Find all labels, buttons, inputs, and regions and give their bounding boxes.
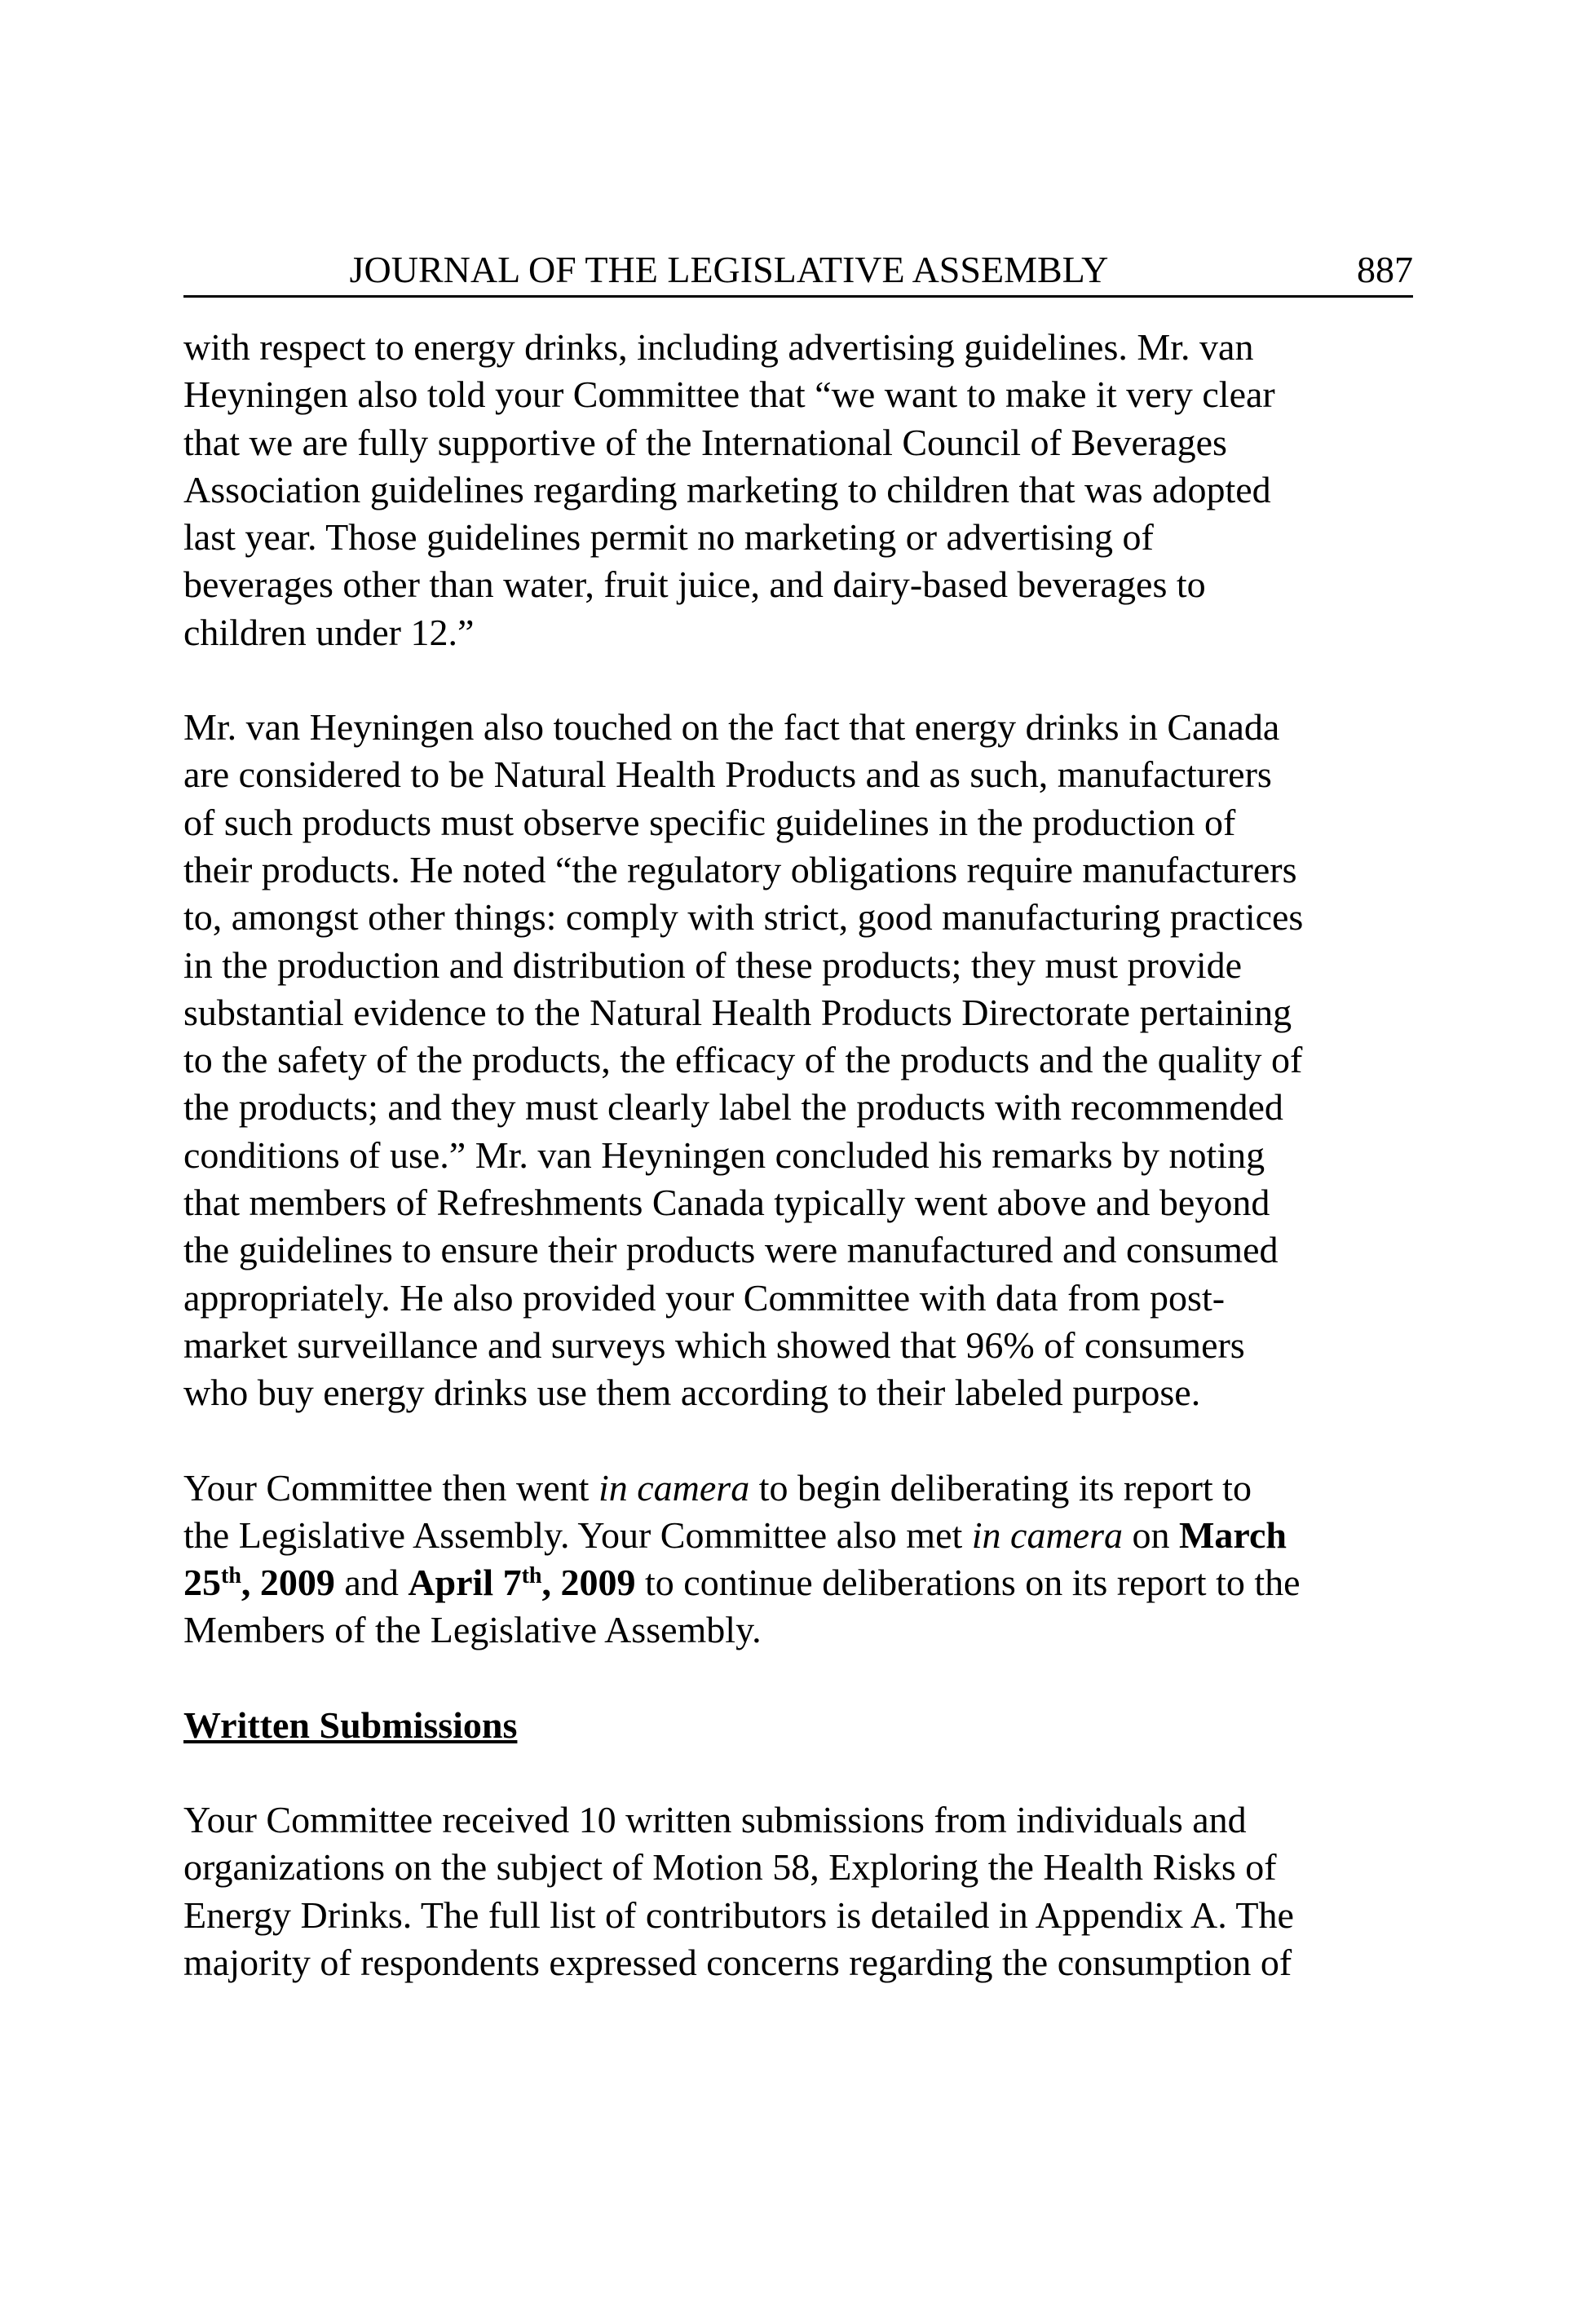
- text-line: majority of respondents expressed concerns regarding the consumption of: [183, 1941, 1292, 1983]
- text-line: beverages other than water, fruit juice, and dairy-based beverages to: [183, 563, 1206, 606]
- text-line: with respect to energy drinks, including advertising guidelines. Mr. van: [183, 326, 1254, 368]
- text-run: to begin deliberating its report to: [749, 1466, 1252, 1509]
- section-heading: Written Submissions: [183, 1703, 518, 1746]
- text-line: [183, 1465, 1413, 1512]
- text-line: Members of the Legislative Assembly.: [183, 1609, 762, 1651]
- text-run: and: [334, 1562, 409, 1604]
- text-line: substantial evidence to the Natural Health Products Directorate pertaining: [183, 991, 1292, 1033]
- text-run: Your Committee then went: [183, 1466, 598, 1509]
- text-line: children under 12.”: [183, 611, 475, 653]
- ordinal-suffix: th: [521, 1563, 542, 1589]
- bold-date: [408, 1562, 635, 1603]
- date-year: , 2009: [241, 1562, 335, 1604]
- body-text: [183, 324, 1413, 1986]
- text-line: to the safety of the products, the efficacy of the products and the quality of: [183, 1039, 1303, 1081]
- bold-date: [183, 1562, 335, 1603]
- text-line: the products; and they must clearly label the products with recommended: [183, 1086, 1283, 1129]
- italic-text: in camera: [598, 1466, 750, 1509]
- text-line: that members of Refreshments Canada typically went above and beyond: [183, 1182, 1270, 1224]
- running-header: [183, 245, 1413, 298]
- text-line: [183, 1559, 1413, 1606]
- text-line: Mr. van Heyningen also touched on the fact that energy drinks in Canada: [183, 706, 1280, 749]
- italic-text: in camera: [971, 1513, 1124, 1556]
- page-number: 887: [1357, 249, 1413, 290]
- text-line: Your Committee received 10 written submissions from individuals and: [183, 1799, 1247, 1841]
- text-line: Energy Drinks. The full list of contributors is detailed in Appendix A. The: [183, 1893, 1294, 1936]
- journal-title: JOURNAL OF THE LEGISLATIVE ASSEMBLY: [349, 249, 1109, 290]
- text-run: on: [1123, 1513, 1180, 1556]
- paragraph-in-camera-deliberations: [183, 1465, 1413, 1655]
- text-line: organizations on the subject of Motion 58, Exploring the Health Risks of: [183, 1846, 1277, 1889]
- date-day: 25: [183, 1562, 221, 1604]
- paragraph-written-submissions: [183, 1796, 1413, 1986]
- text-line: in the production and distribution of these products; they must provide: [183, 943, 1243, 986]
- text-run: the Legislative Assembly. Your Committee also met: [183, 1513, 972, 1556]
- text-line: their products. He noted “the regulatory obligations require manufacturers: [183, 848, 1297, 890]
- text-run: to continue deliberations on its report to the: [635, 1562, 1301, 1604]
- text-line: conditions of use.” Mr. van Heyningen concluded his remarks by noting: [183, 1133, 1265, 1176]
- text-line: market surveillance and surveys which showed that 96% of consumers: [183, 1323, 1245, 1366]
- text-line: Heyningen also told your Committee that “we want to make it very clear: [183, 373, 1275, 416]
- text-line: of such products must observe specific guidelines in the production of: [183, 801, 1236, 843]
- date-year: , 2009: [541, 1562, 636, 1604]
- journal-page: [183, 245, 1413, 2034]
- ordinal-suffix: th: [221, 1563, 241, 1589]
- date-month-day: April 7: [408, 1562, 522, 1604]
- paragraph-advertising-guidelines: [183, 324, 1413, 656]
- text-line: Association guidelines regarding marketing to children that was adopted: [183, 468, 1271, 510]
- text-line: appropriately. He also provided your Committee with data from post-: [183, 1276, 1226, 1319]
- bold-date: March: [1179, 1513, 1287, 1556]
- text-line: who buy energy drinks use them according to their labeled purpose.: [183, 1372, 1201, 1414]
- text-line: that we are fully supportive of the International Council of Beverages: [183, 421, 1227, 463]
- text-line: last year. Those guidelines permit no marketing or advertising of: [183, 516, 1154, 559]
- text-line: [183, 1512, 1413, 1559]
- text-line: are considered to be Natural Health Products and as such, manufacturers: [183, 753, 1272, 796]
- text-line: to, amongst other things: comply with strict, good manufacturing practices: [183, 896, 1304, 939]
- paragraph-natural-health-products: [183, 704, 1413, 1416]
- text-line: the guidelines to ensure their products were manufactured and consumed: [183, 1229, 1279, 1271]
